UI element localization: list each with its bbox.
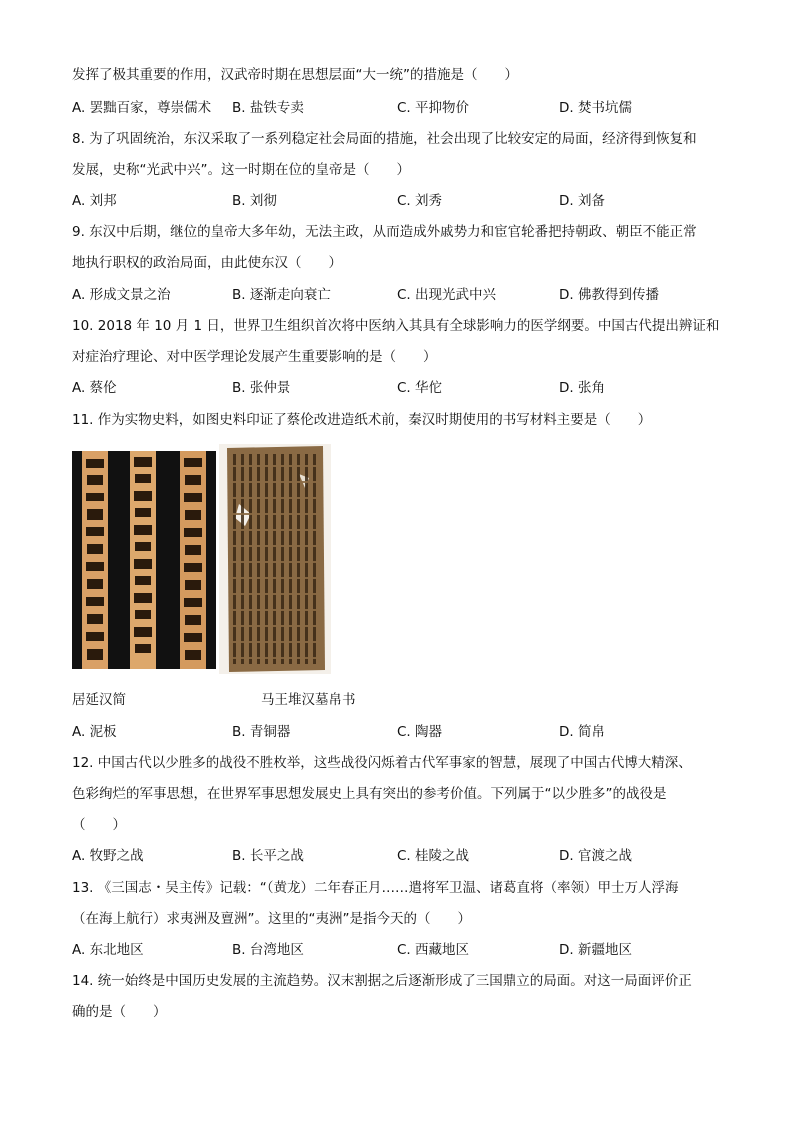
q7-option-a[interactable]: A. 罢黜百家，尊崇儒术 bbox=[72, 100, 212, 116]
q13-option-d[interactable]: D. 新疆地区 bbox=[559, 942, 632, 958]
q9-option-b[interactable]: B. 逐渐走向衰亡 bbox=[232, 287, 331, 303]
q13-stem-line1: 13. 《三国志・吴主传》记载：“（黄龙）二年春正月……遣将军卫温、诸葛直将（率领）甲士万人浮海 bbox=[72, 880, 679, 896]
q10-stem-line2: 对症治疗理论、对中医学理论发展产生重要影响的是（ ） bbox=[72, 349, 437, 365]
q7-option-c[interactable]: C. 平抑物价 bbox=[397, 100, 470, 116]
q13-options bbox=[72, 941, 732, 959]
silk-manuscript-drawing bbox=[219, 444, 331, 674]
q12-stem-line3: （ ） bbox=[72, 817, 126, 833]
juyan-slips-image bbox=[72, 451, 216, 669]
q10-option-a[interactable]: A. 蔡伦 bbox=[72, 380, 117, 396]
q12-option-c[interactable]: C. 桂陵之战 bbox=[397, 848, 470, 864]
q12-option-a[interactable]: A. 牧野之战 bbox=[72, 848, 144, 864]
q9-option-d[interactable]: D. 佛教得到传播 bbox=[559, 287, 659, 303]
q11-option-b[interactable]: B. 青铜器 bbox=[232, 724, 291, 740]
q9-stem-line2: 地执行职权的政治局面，由此使东汉（ ） bbox=[72, 255, 342, 271]
q11-option-d[interactable]: D. 简帛 bbox=[559, 724, 605, 740]
bamboo-slips-drawing bbox=[72, 451, 216, 669]
q11-option-c[interactable]: C. 陶器 bbox=[397, 724, 443, 740]
q8-stem-line2: 发展，史称“光武中兴”。这一时期在位的皇帝是（ ） bbox=[72, 162, 410, 178]
q8-option-a[interactable]: A. 刘邦 bbox=[72, 193, 117, 209]
q9-option-a[interactable]: A. 形成文景之治 bbox=[72, 287, 171, 303]
q9-option-c[interactable]: C. 出现光武中兴 bbox=[397, 287, 497, 303]
q10-option-c[interactable]: C. 华佗 bbox=[397, 380, 443, 396]
q11-options bbox=[72, 723, 732, 741]
q10-stem-line1: 10. 2018 年 10 月 1 日，世界卫生组织首次将中医纳入其具有全球影响力的医学纲要。中国古代提出辨证和 bbox=[72, 318, 720, 334]
q13-stem-line2: （在海上航行）求夷洲及亶洲”。这里的“夷洲”是指今天的（ ） bbox=[72, 911, 471, 927]
q9-options bbox=[72, 286, 732, 304]
q8-option-c[interactable]: C. 刘秀 bbox=[397, 193, 443, 209]
mawangdui-silk-image bbox=[219, 444, 331, 674]
left-figure-caption: 居延汉简 bbox=[72, 692, 126, 708]
q8-stem-line1: 8. 为了巩固统治，东汉采取了一系列稳定社会局面的措施，社会出现了比较安定的局面，经济得到恢复和 bbox=[72, 131, 697, 147]
q7-options bbox=[72, 99, 732, 117]
q12-option-b[interactable]: B. 长平之战 bbox=[232, 848, 304, 864]
q8-options bbox=[72, 192, 732, 210]
q12-stem-line2: 色彩绚烂的军事思想，在世界军事思想发展史上具有突出的参考价值。下列属于“以少胜多”的战役是 bbox=[72, 786, 667, 802]
q11-option-a[interactable]: A. 泥板 bbox=[72, 724, 117, 740]
q10-option-b[interactable]: B. 张仲景 bbox=[232, 380, 291, 396]
q14-stem-line1: 14. 统一始终是中国历史发展的主流趋势。汉末割据之后逐渐形成了三国鼎立的局面。对这一局面评价正 bbox=[72, 973, 692, 989]
q7-option-d[interactable]: D. 焚书坑儒 bbox=[559, 100, 632, 116]
q7-option-b[interactable]: B. 盐铁专卖 bbox=[232, 100, 304, 116]
q8-option-d[interactable]: D. 刘备 bbox=[559, 193, 605, 209]
q13-option-a[interactable]: A. 东北地区 bbox=[72, 942, 144, 958]
q12-options bbox=[72, 847, 732, 865]
q12-option-d[interactable]: D. 官渡之战 bbox=[559, 848, 632, 864]
q10-options bbox=[72, 379, 732, 397]
q10-option-d[interactable]: D. 张角 bbox=[559, 380, 605, 396]
q8-option-b[interactable]: B. 刘彻 bbox=[232, 193, 277, 209]
right-figure-caption: 马王堆汉墓帛书 bbox=[261, 692, 356, 708]
q13-option-b[interactable]: B. 台湾地区 bbox=[232, 942, 304, 958]
q9-stem-line1: 9. 东汉中后期，继位的皇帝大多年幼，无法主政，从而造成外戚势力和宦官轮番把持朝政、朝臣不能正常 bbox=[72, 224, 697, 240]
q12-stem-line1: 12. 中国古代以少胜多的战役不胜枚举，这些战役闪烁着古代军事家的智慧，展现了中国古代博大精深、 bbox=[72, 755, 692, 771]
q13-option-c[interactable]: C. 西藏地区 bbox=[397, 942, 470, 958]
q14-stem-line2: 确的是（ ） bbox=[72, 1004, 167, 1020]
q7-stem-tail: 发挥了极其重要的作用，汉武帝时期在思想层面“大一统”的措施是（ ） bbox=[72, 67, 518, 83]
q11-stem: 11. 作为实物史料，如图史料印证了蔡伦改进造纸术前，秦汉时期使用的书写材料主要是（ ） bbox=[72, 412, 652, 428]
